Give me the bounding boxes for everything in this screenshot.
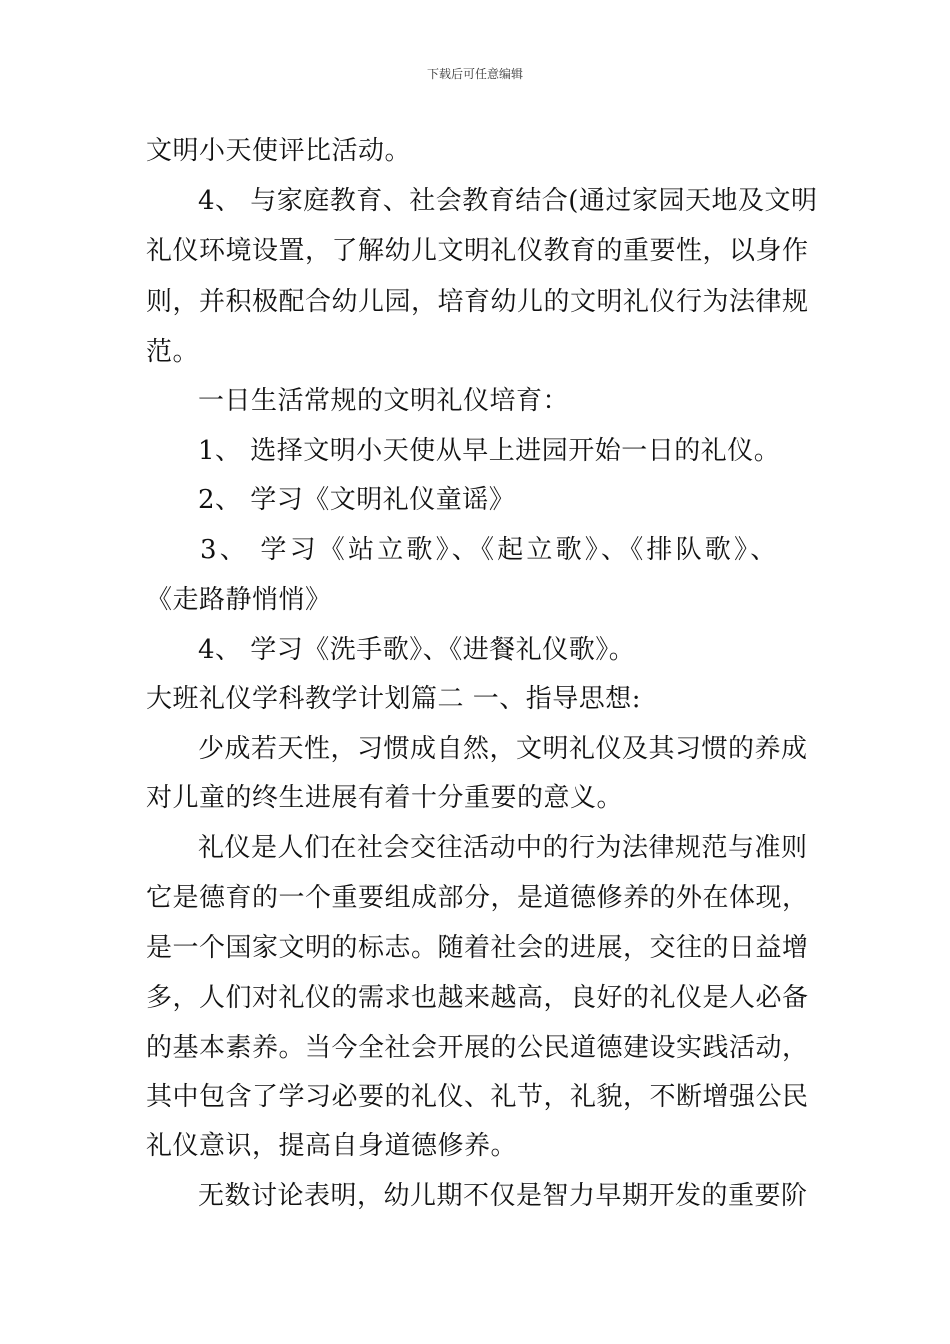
body-line: 无数讨论表明，幼儿期不仅是智力早期开发的重要阶 xyxy=(198,1181,808,1211)
body-line: 对儿童的终生进展有着十分重要的意义。 xyxy=(146,783,624,813)
body-line: 2、 学习《文明礼仪童谣》 xyxy=(198,485,516,515)
body-line: 一日生活常规的文明礼仪培育： xyxy=(198,386,570,416)
body-line: 《走路静悄悄》 xyxy=(146,585,332,615)
body-line: 4、 与家庭教育、社会教育结合(通过家园天地及文明 xyxy=(198,186,818,216)
body-line: 礼仪环境设置，了解幼儿文明礼仪教育的重要性，以身作 xyxy=(146,236,809,266)
body-line: 礼仪意识，提高自身道德修养。 xyxy=(146,1131,518,1161)
body-line: 则，并积极配合幼儿园，培育幼儿的文明礼仪行为法律规 xyxy=(146,287,809,317)
body-line: 少成若天性，习惯成自然，文明礼仪及其习惯的养成 xyxy=(198,734,808,764)
body-line: 3、 学习《站立歌》、《起立歌》、《排队歌》、 xyxy=(200,535,780,565)
body-line: 多，人们对礼仪的需求也越来越高，良好的礼仪是人必备 xyxy=(146,983,809,1013)
body-line: 1、 选择文明小天使从早上进园开始一日的礼仪。 xyxy=(198,436,781,466)
section-title-line: 大班礼仪学科教学计划篇二 一、指导思想: xyxy=(146,684,642,714)
body-line: 的基本素养。当今全社会开展的公民道德建设实践活动， xyxy=(146,1033,809,1063)
body-line: 文明小天使评比活动。 xyxy=(146,136,412,166)
page-header: 下载后可任意编辑 xyxy=(426,67,523,81)
body-line: 4、 学习《洗手歌》、《进餐礼仪歌》。 xyxy=(198,635,636,665)
body-line: 其中包含了学习必要的礼仪、礼节，礼貌，不断增强公民 xyxy=(146,1082,809,1112)
body-line: 礼仪是人们在社会交往活动中的行为法律规范与准则 xyxy=(198,833,808,863)
body-line: 是一个国家文明的标志。随着社会的进展，交往的日益增 xyxy=(146,933,809,963)
body-line: 范。 xyxy=(146,337,200,367)
body-line: 它是德育的一个重要组成部分，是道德修养的外在体现， xyxy=(146,883,809,913)
